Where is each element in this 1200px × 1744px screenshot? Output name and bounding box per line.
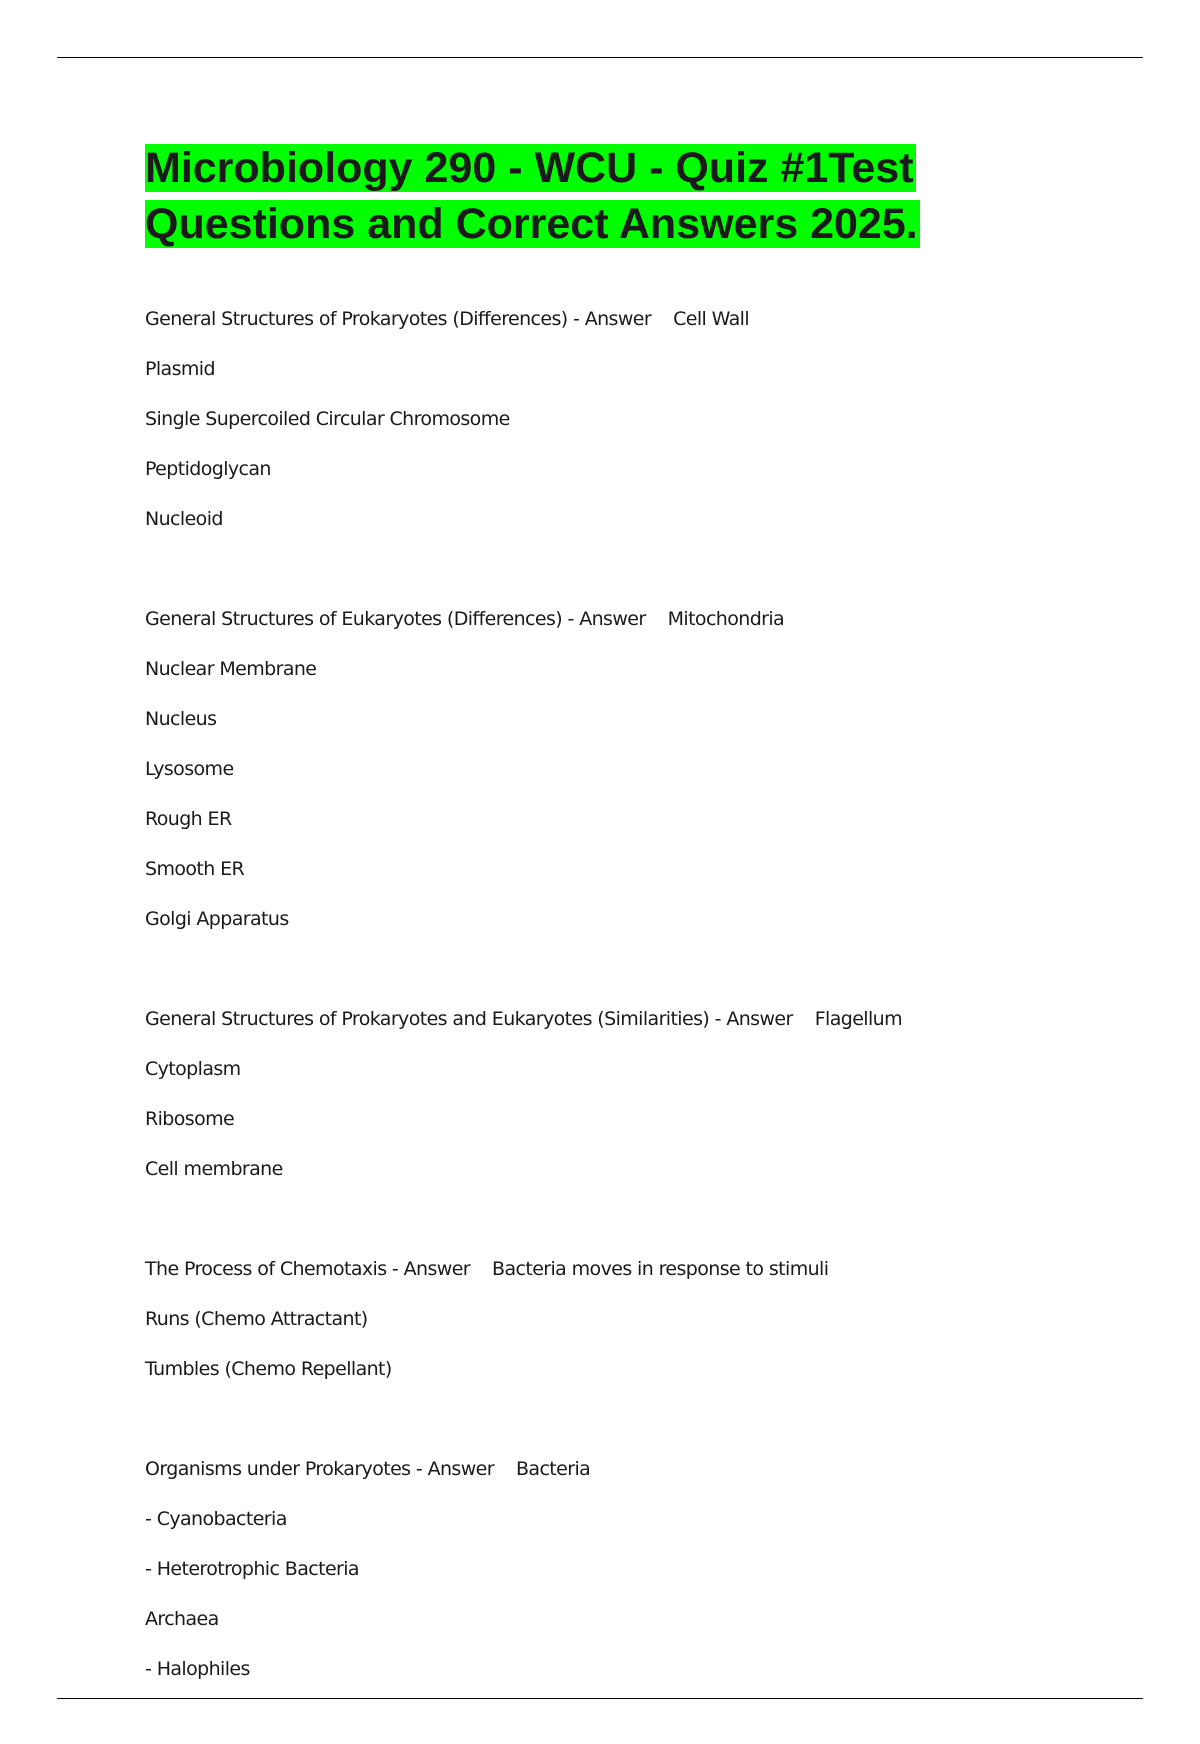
title-line-1: Microbiology 290 - WCU - Quiz #1Test xyxy=(145,144,914,192)
question-text: General Structures of Eukaryotes (Differences) - Answer xyxy=(145,608,646,630)
answer-line: - Halophiles xyxy=(145,1658,250,1680)
answer-line: - Cyanobacteria xyxy=(145,1508,287,1530)
document-body xyxy=(145,140,1045,1744)
answer-line: Single Supercoiled Circular Chromosome xyxy=(145,408,510,430)
answer-line: Nuclear Membrane xyxy=(145,658,317,680)
bottom-rule xyxy=(57,1698,1143,1699)
answer-text: Cell Wall xyxy=(673,308,750,330)
qa-block xyxy=(145,294,1045,544)
answer-line: Smooth ER xyxy=(145,858,245,880)
qa-block xyxy=(145,1444,1045,1694)
answer-text: Flagellum xyxy=(814,1008,903,1030)
qa-block xyxy=(145,594,1045,944)
answer-line: Archaea xyxy=(145,1608,219,1630)
answer-line: Peptidoglycan xyxy=(145,458,271,480)
qa-question-line xyxy=(145,1244,1045,1294)
qa-question-line xyxy=(145,294,1045,344)
answer-line: Plasmid xyxy=(145,358,215,380)
question-text: General Structures of Prokaryotes and Eukaryotes (Similarities) - Answer xyxy=(145,1008,793,1030)
answer-line: - Heterotrophic Bacteria xyxy=(145,1558,359,1580)
answer-line: Ribosome xyxy=(145,1108,235,1130)
answer-line: Cell membrane xyxy=(145,1158,283,1180)
qa-question-line xyxy=(145,594,1045,644)
answer-text: Mitochondria xyxy=(667,608,785,630)
qa-question-line xyxy=(145,1444,1045,1494)
answer-line: Tumbles (Chemo Repellant) xyxy=(145,1358,392,1380)
question-text: General Structures of Prokaryotes (Differences) - Answer xyxy=(145,308,652,330)
answer-line: Rough ER xyxy=(145,808,232,830)
top-rule xyxy=(57,57,1143,58)
question-text: Organisms under Prokaryotes - Answer xyxy=(145,1458,494,1480)
answer-text: Bacteria moves in response to stimuli xyxy=(492,1258,829,1280)
answer-text: Bacteria xyxy=(515,1458,591,1480)
qa-list xyxy=(145,294,1045,1694)
qa-block xyxy=(145,1244,1045,1394)
title-line-2: Questions and Correct Answers 2025. xyxy=(145,200,918,248)
answer-line: Golgi Apparatus xyxy=(145,908,289,930)
question-text: The Process of Chemotaxis - Answer xyxy=(145,1258,471,1280)
qa-block xyxy=(145,994,1045,1194)
answer-line: Nucleus xyxy=(145,708,217,730)
answer-line: Lysosome xyxy=(145,758,234,780)
answer-line: Nucleoid xyxy=(145,508,223,530)
answer-line: Runs (Chemo Attractant) xyxy=(145,1308,368,1330)
qa-question-line xyxy=(145,994,1045,1044)
answer-line: Cytoplasm xyxy=(145,1058,241,1080)
document-title xyxy=(145,140,1045,252)
